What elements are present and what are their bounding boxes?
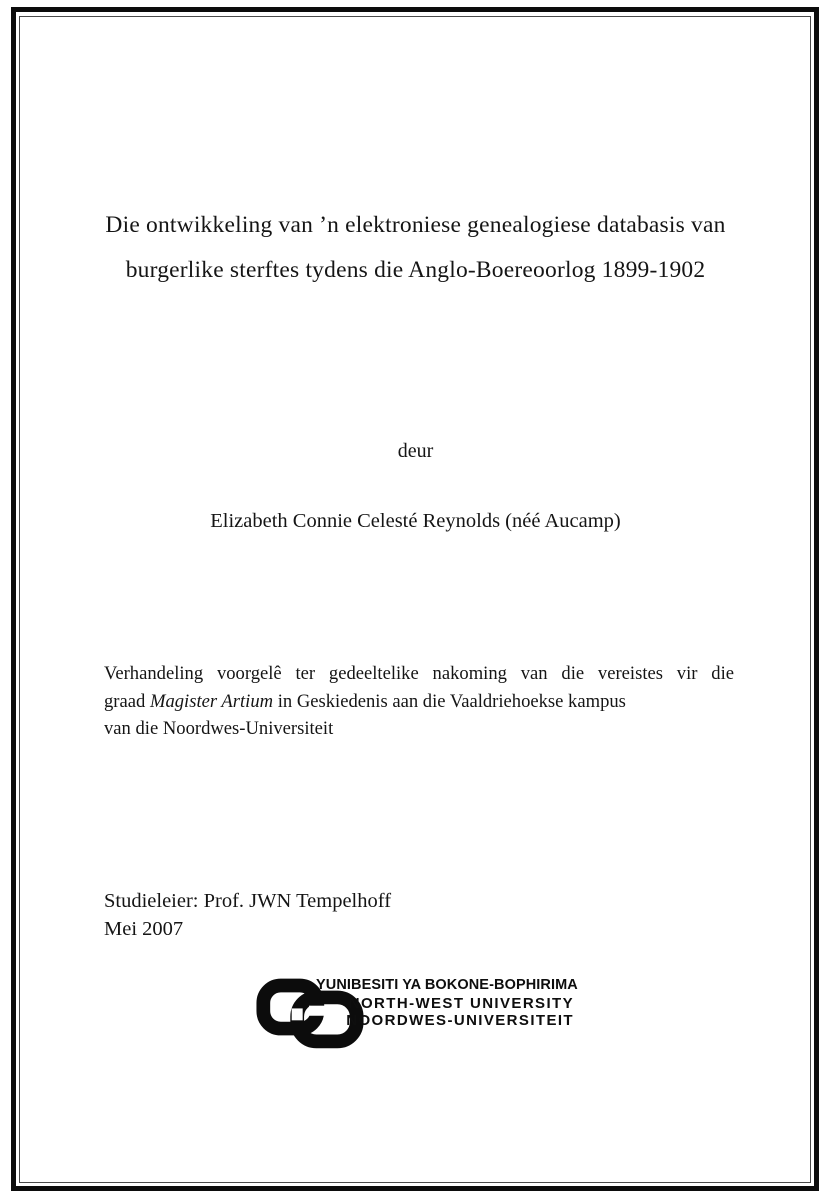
logo-line-setswana: YUNIBESITI YA BOKONE-BOPHIRIMA [316,977,578,993]
statement-line-1: Verhandeling voorgelê ter gedeeltelike nakoming van die vereistes vir die [104,663,734,684]
statement-line-2 [104,688,734,716]
logo-line-afrikaans: NOORDWES-UNIVERSITEIT [346,1012,574,1029]
statement-line-3: van die Noordwes-Universiteit [104,718,334,739]
submission-statement [104,660,734,743]
supervisor-line: Studieleier: Prof. JWN Tempelhoff [104,890,392,912]
title-line-1: Die ontwikkeling van ’n elektroniese genealogiese databasis van [105,212,726,238]
logo-line-english: NORTH-WEST UNIVERSITY [348,994,574,1012]
degree-name-italic: Magister Artium [149,690,274,712]
statement-line-2-pre: graad [104,690,150,712]
statement-line-2-post: in Geskiedenis aan die Vaaldriehoekse kampus [273,690,626,712]
author-name: Elizabeth Connie Celesté Reynolds (néé Aucamp) [210,510,621,532]
university-logo-text [316,977,578,1030]
thesis-title [60,203,771,293]
byline-deur: deur [397,440,434,462]
date-line: Mei 2007 [104,918,184,940]
title-line-2: burgerlike sterftes tydens die Anglo-Boereoorlog 1899-1902 [125,257,706,283]
